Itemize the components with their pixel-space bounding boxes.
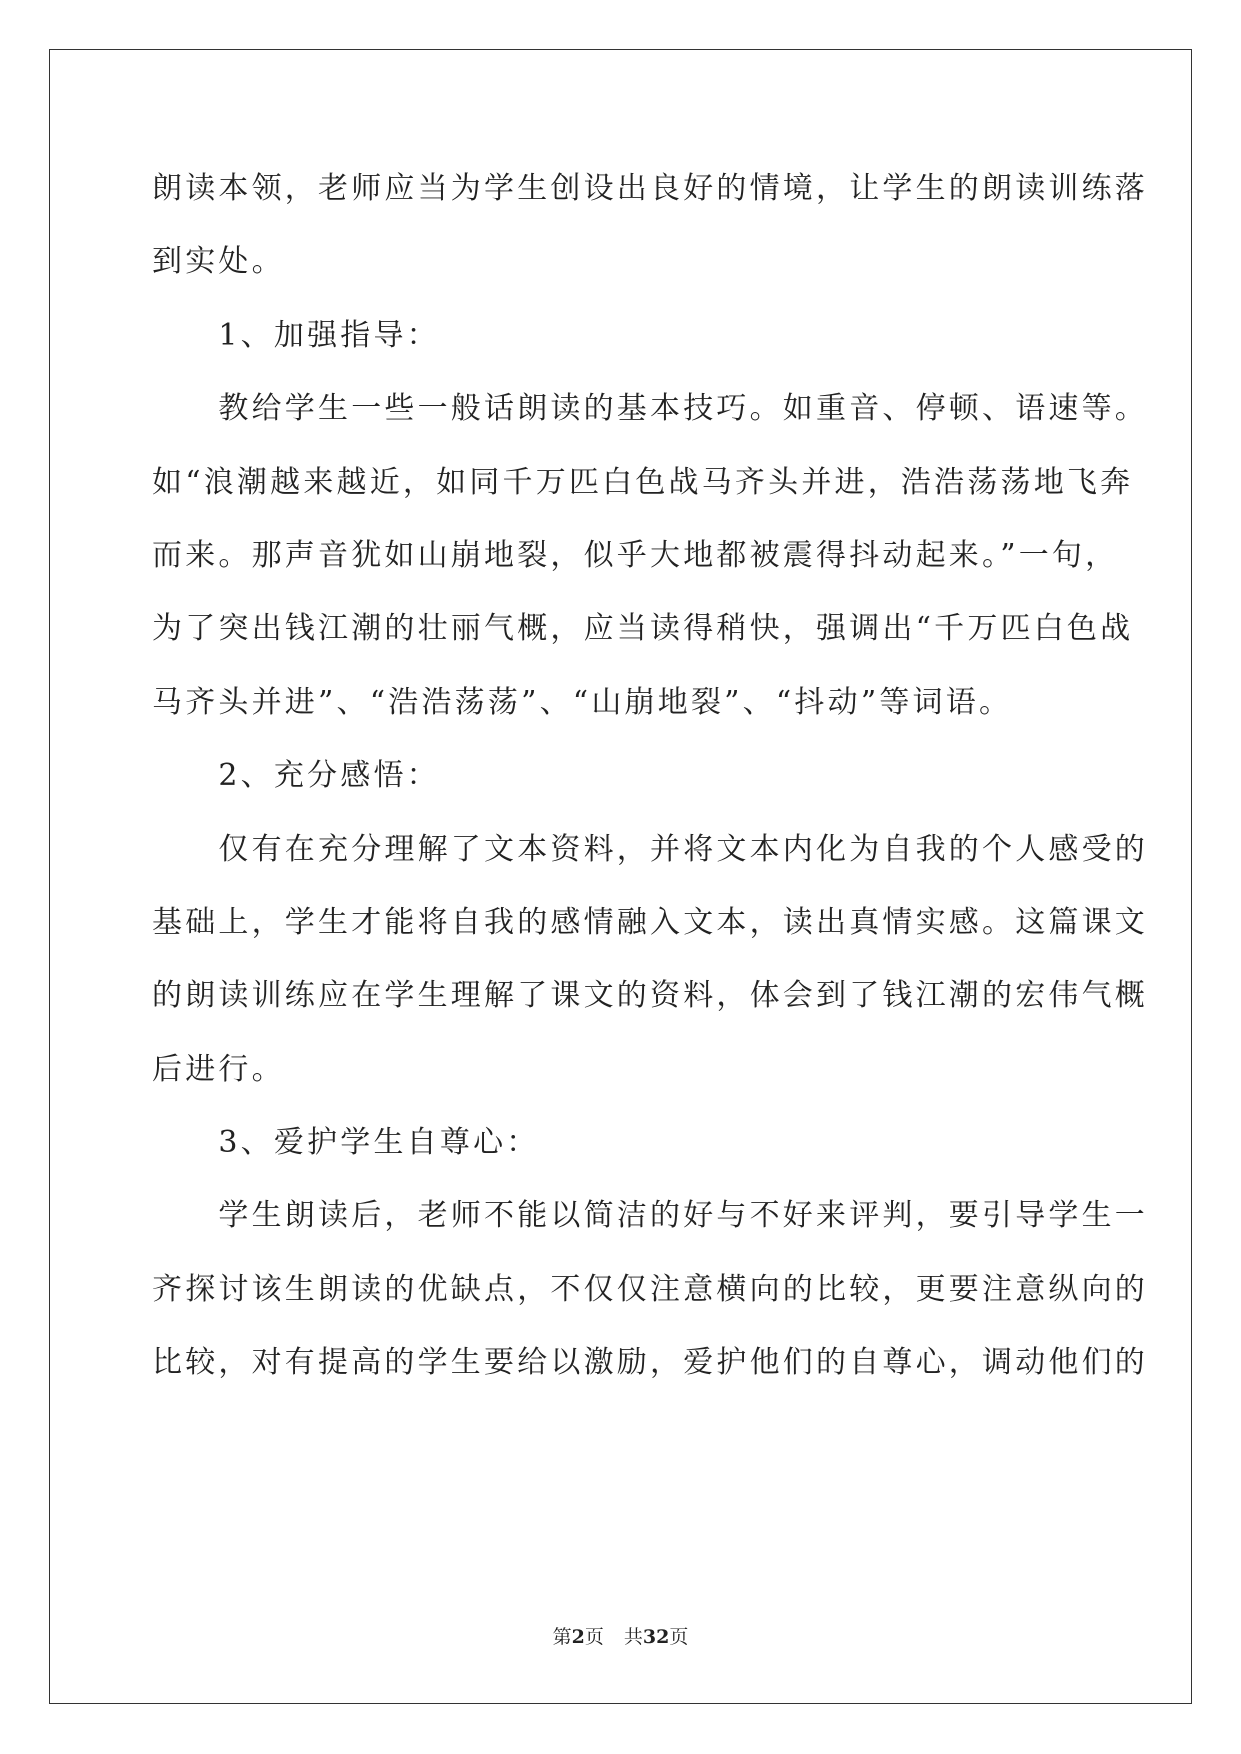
text-line: 为了突出钱江潮的壮丽气概，应当读得稍快，强调出“千万匹白色战 [152, 611, 1134, 647]
text-line: 学生朗读后，老师不能以简洁的好与不好来评判，要引导学生一 [152, 1198, 1148, 1234]
page-number: 2 [571, 1626, 585, 1648]
text-line: 马齐头并进”、“浩浩荡荡”、“山崩地裂”、“抖动”等词语。 [152, 684, 1013, 720]
section-heading: 3、爱护学生自尊心： [152, 1125, 540, 1161]
document-body [152, 152, 1148, 1400]
text-line: 到实处。 [152, 244, 285, 280]
text-line: 的朗读训练应在学生理解了课文的资料，体会到了钱江潮的宏伟气概 [152, 978, 1148, 1014]
text-line: 后进行。 [152, 1051, 285, 1087]
section-heading: 2、充分感悟： [152, 758, 440, 794]
page-prefix: 第 [552, 1626, 572, 1648]
text-line: 而来。那声音犹如山崩地裂，似乎大地都被震得抖动起来。”一句， [152, 537, 1119, 573]
page-footer [0, 1622, 1241, 1649]
section-heading: 1、加强指导： [152, 317, 440, 353]
text-line: 比较，对有提高的学生要给以激励，爱护他们的自尊心，调动他们的 [152, 1345, 1148, 1381]
text-line: 齐探讨该生朗读的优缺点，不仅仅注意横向的比较，更要注意纵向的 [152, 1271, 1148, 1307]
text-line: 仅有在充分理解了文本资料，并将文本内化为自我的个人感受的 [152, 831, 1148, 867]
text-line: 基础上，学生才能将自我的感情融入文本，读出真情实感。这篇课文 [152, 904, 1148, 940]
text-line: 朗读本领，老师应当为学生创设出良好的情境，让学生的朗读训练落 [152, 171, 1148, 206]
text-line: 如“浪潮越来越近，如同千万匹白色战马齐头并进，浩浩荡荡地飞奔 [152, 464, 1134, 500]
page-suffix: 页 [584, 1626, 604, 1648]
total-pages: 32 [642, 1626, 670, 1648]
text-line: 教给学生一些一般话朗读的基本技巧。如重音、停顿、语速等。 [152, 391, 1148, 427]
total-suffix: 页 [669, 1626, 689, 1648]
total-prefix: 共 [623, 1626, 643, 1648]
